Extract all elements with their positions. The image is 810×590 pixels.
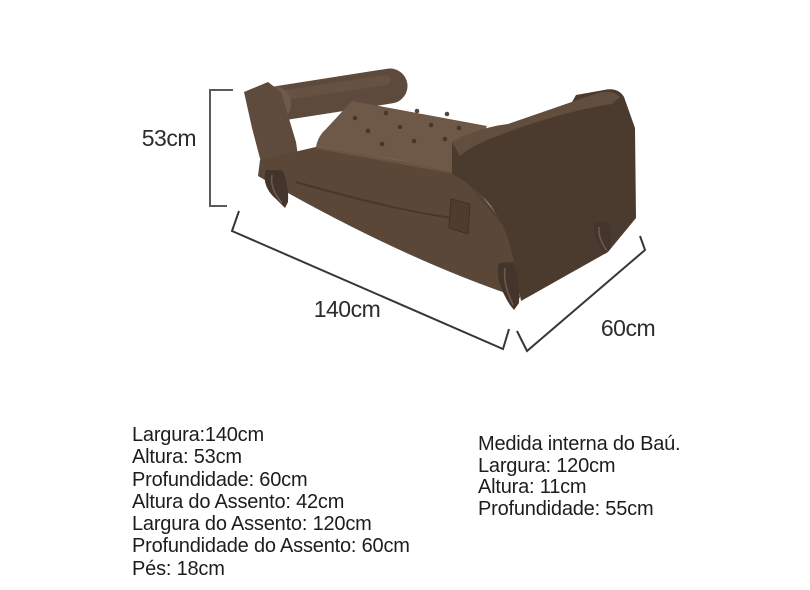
- height-label: 53cm: [141, 125, 196, 151]
- spec-line: Largura: 120cm: [478, 454, 616, 477]
- spec-line: Altura: 53cm: [132, 446, 242, 469]
- width-label: 140cm: [313, 296, 381, 322]
- spec-line: Largura:140cm: [132, 424, 264, 446]
- spec-line: Largura do Assento: 120cm: [132, 513, 372, 536]
- spec-line: Pés: 18cm: [132, 557, 225, 580]
- depth-label: 60cm: [600, 315, 656, 341]
- specs-list-internal: [478, 434, 680, 521]
- specs-list-exterior: [132, 424, 410, 580]
- spec-line: Profundidade do Assento: 60cm: [132, 535, 410, 558]
- specs-internal-title: Medida interna do Baú.: [478, 433, 681, 455]
- spec-line: Profundidade: 60cm: [132, 468, 308, 491]
- spec-line: Altura: 11cm: [478, 476, 587, 499]
- height-dimension-bracket: [210, 90, 233, 206]
- spec-line: Profundidade: 55cm: [478, 498, 654, 521]
- spec-line: Altura do Assento: 42cm: [132, 490, 345, 513]
- storage-lid-flap: [449, 199, 470, 234]
